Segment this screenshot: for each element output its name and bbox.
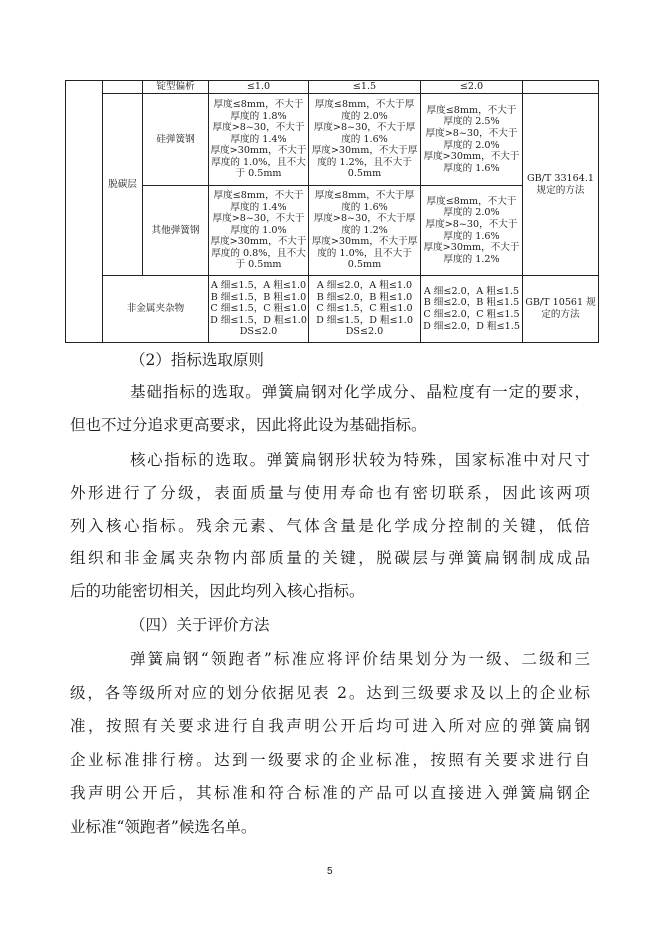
page-number: 5 — [327, 866, 333, 877]
ingot-level3: ≤2.0 — [421, 81, 523, 94]
paragraph-line: 级，各等级所对应的划分依据见表 2。达到三级要求及以上的企业标 — [70, 684, 590, 702]
cell-line: B 细≤1.5，B 粗≤1.0 — [210, 291, 307, 303]
decarb-label: 脱碳层 — [103, 94, 143, 276]
silicon-level3 — [421, 94, 523, 186]
paragraph-line: 业标准“领跑者”候选名单。 — [70, 818, 257, 836]
section-heading: （2）指标选取原则 — [130, 351, 264, 369]
continued-category-cell — [66, 81, 103, 343]
cell-line: 厚度≤8mm，不大于厚度的 1.8% — [213, 98, 304, 122]
indicator-table — [65, 80, 599, 343]
cell-line: 厚度≤8mm，不大于厚度的 2.0% — [314, 98, 415, 122]
cell-line: 厚度>8~30，不大于厚度的 1.4% — [212, 122, 305, 145]
cell-line: 厚度>8~30，不大于厚度的 1.6% — [313, 122, 416, 145]
other-level3 — [421, 186, 523, 276]
ingot-level2: ≤1.5 — [309, 81, 421, 94]
other-level2 — [309, 186, 421, 276]
cell-line: D 细≤1.5，D 粗≤1.0 — [210, 314, 307, 326]
section-heading: （四）关于评价方法 — [130, 616, 270, 634]
cell-line: DS≤2.0 — [345, 326, 384, 338]
cell-line: 厚度≤8mm，不大于厚度的 2.0% — [426, 195, 517, 219]
ingot-level1: ≤1.0 — [209, 81, 309, 94]
cell-line: D 细≤1.5，D 粗≤1.0 — [316, 314, 413, 326]
cell-line: 厚度>30mm，不大于厚度的 1.2% — [423, 242, 520, 265]
cell-line: B 细≤2.0，B 粗≤1.5 — [423, 297, 520, 309]
paragraph-line: 后的功能密切相关，因此均列入核心指标。 — [70, 582, 365, 600]
paragraph-line: 核心指标的选取。弹簧扁钢形状较为特殊，国家标准中对尺寸 — [130, 451, 590, 469]
cell-line: 厚度>8~30，不大于厚度的 1.6% — [425, 218, 518, 242]
cell-line: A 细≤1.5，A 粗≤1.0 — [210, 280, 307, 292]
paragraph-line: 弹簧扁钢“领跑者”标准应将评价结果划分为一级、二级和三 — [130, 650, 590, 668]
other-level1 — [209, 186, 309, 276]
cell-line: 厚度>8~30，不大于厚度的 2.0% — [425, 127, 518, 151]
ingot-method — [523, 81, 599, 94]
inclusion-method: GB/T 10561 规定的方法 — [523, 276, 599, 343]
cell-line: 厚度>30mm，不大于厚度的 1.0%，且不大于 0.5mm — [311, 236, 418, 271]
silicon-level1 — [209, 94, 309, 186]
cell-line: 厚度≤8mm，不大于厚度的 1.6% — [314, 189, 415, 213]
paragraph-line: 外形进行了分级，表面质量与使用寿命也有密切联系，因此该两项 — [70, 484, 590, 502]
paragraph-line: 企业标准排行榜。达到一级要求的企业标准，按照有关要求进行自 — [70, 751, 590, 769]
cell-line: 厚度≤8mm，不大于厚度的 1.4% — [213, 189, 304, 213]
paragraph-line: 我声明公开后，其标准和符合标准的产品可以直接进入弹簧扁钢企 — [70, 784, 590, 802]
paragraph-line: 准，按照有关要求进行自我声明公开后均可进入所对应的弹簧扁钢 — [70, 717, 590, 735]
empty-cell — [103, 81, 143, 94]
decarb-method: GB/T 33164.1 规定的方法 — [523, 94, 599, 276]
inclusion-level1 — [209, 276, 309, 343]
cell-line: A 细≤2.0，A 粗≤1.0 — [316, 280, 413, 292]
cell-line: C 细≤2.0，C 粗≤1.5 — [423, 309, 520, 320]
paragraph-line: 组织和非金属夹杂物内部质量的关键，脱碳层与弹簧扁钢制成成品 — [70, 549, 590, 567]
cell-line: 厚度>30mm，不大于厚度的 1.2%，且不大于 0.5mm — [311, 145, 418, 180]
paragraph-line: 列入核心指标。残余元素、气体含量是化学成分控制的关键，低倍 — [70, 517, 590, 535]
inclusion-level3 — [421, 276, 523, 343]
cell-line: 厚度>30mm，不大于厚度的 1.6% — [423, 151, 520, 174]
cell-line: 厚度>8~30，不大于厚度的 1.0% — [212, 213, 305, 236]
cell-line: B 细≤2.0，B 粗≤1.0 — [316, 291, 413, 303]
cell-line: 厚度>8~30，不大于厚度的 1.2% — [313, 213, 416, 236]
other-label: 其他弹簧钢 — [143, 186, 209, 276]
cell-line: DS≤2.0 — [239, 326, 278, 338]
cell-line: A 细≤2.0，A 粗≤1.5 — [423, 285, 520, 297]
silicon-level2 — [309, 94, 421, 186]
cell-line: 厚度>30mm，不大于厚度的 0.8%，且不大于 0.5mm — [210, 236, 307, 271]
paragraph-line: 但也不过分追求更高要求，因此将此设为基础指标。 — [70, 416, 427, 434]
ingot-label: 锭型偏析 — [143, 81, 209, 94]
inclusion-label: 非金属夹杂物 — [103, 276, 209, 343]
cell-line: 厚度≤8mm，不大于厚度的 2.5% — [426, 104, 517, 128]
silicon-label: 硅弹簧钢 — [143, 94, 209, 186]
cell-line: D 细≤2.0，D 粗≤1.5 — [423, 320, 520, 332]
inclusion-level2 — [309, 276, 421, 343]
cell-line: 厚度>30mm，不大于厚度的 1.0%，且不大于 0.5mm — [210, 145, 307, 180]
cell-line: C 细≤1.5，C 粗≤1.0 — [316, 303, 413, 315]
paragraph-line: 基础指标的选取。弹簧扁钢对化学成分、晶粒度有一定的要求， — [130, 383, 590, 401]
cell-line: C 细≤1.5，C 粗≤1.0 — [210, 303, 307, 315]
